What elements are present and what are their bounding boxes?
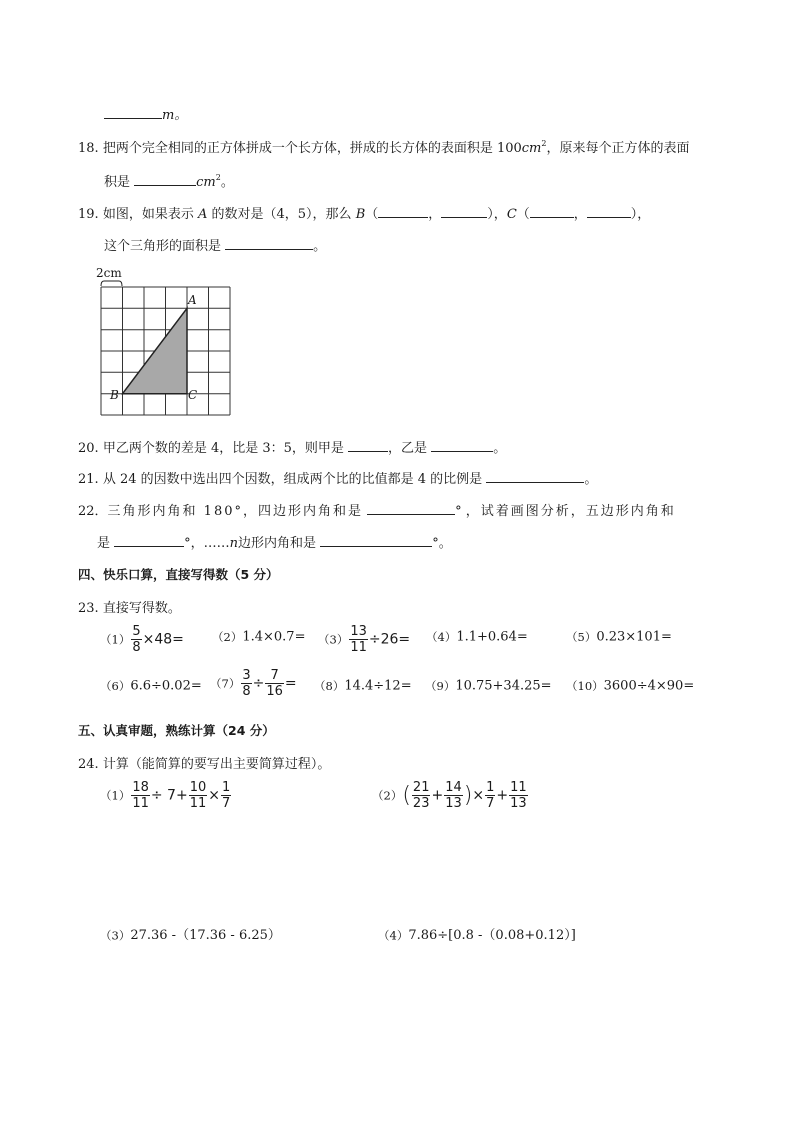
punctuation: °: [432, 536, 439, 551]
numerator: 21: [412, 780, 430, 795]
question-18-line2: [104, 171, 234, 190]
unit: cm: [521, 141, 542, 156]
numerator: 1: [486, 780, 495, 795]
fraction: [265, 668, 284, 699]
question-text: 如图，如果表示: [102, 207, 194, 222]
denominator: 8: [132, 640, 141, 655]
fraction: [131, 780, 150, 811]
question-text: ，试着画图分析，五边形内角和: [465, 504, 676, 519]
expression: 6.6÷0.02=: [130, 678, 202, 694]
operator: ÷: [252, 675, 265, 692]
question-text: 直接写得数。: [102, 601, 181, 616]
operator: ×: [208, 787, 220, 804]
question-text: 三角形内角和 180°，四边形内角和是: [107, 504, 363, 519]
fraction: [485, 780, 495, 811]
calc-problem-2: [372, 780, 529, 811]
question-text: ，……: [190, 536, 230, 551]
item-label: （3）: [318, 632, 349, 647]
fraction: [241, 668, 251, 699]
oral-item-7: [210, 668, 297, 699]
punctuation: ），: [487, 207, 507, 222]
answer-blank[interactable]: [134, 173, 196, 186]
point-a-label: A: [188, 293, 197, 307]
fraction: [349, 624, 368, 655]
numerator: 3: [242, 668, 251, 683]
variable: B: [355, 207, 366, 222]
question-text: 这个三角形的面积是: [104, 239, 222, 254]
numerator: 11: [510, 780, 527, 795]
item-label: （1）: [100, 632, 131, 647]
point-c-label: C: [188, 388, 198, 402]
variable: n: [229, 536, 239, 551]
question-18-line1: [78, 137, 690, 156]
item-label: （9）: [425, 679, 456, 693]
question-19-line1: [78, 203, 650, 222]
denominator: 7: [221, 796, 231, 811]
oral-item-9: [425, 678, 552, 694]
question-text: ，乙是: [388, 441, 428, 456]
item-label: （3）: [100, 928, 131, 943]
question-text: 计算（能简算的要写出主要简算过程）。: [102, 757, 331, 772]
punctuation: （: [516, 207, 530, 222]
point-b-label: B: [110, 388, 119, 402]
punctuation: 。: [438, 536, 452, 551]
numerator: 5: [132, 624, 141, 639]
question-19-line2: [104, 235, 326, 254]
question-text: 把两个完全相同的正方体拼成一个长方体，拼成的长方体的表面积是 100: [102, 141, 522, 156]
question-22-line2: [97, 532, 452, 551]
scale-label: 2cm: [96, 266, 122, 280]
expression: 1.1+0.64=: [456, 629, 528, 645]
superscript: 2: [215, 173, 221, 182]
oral-item-10: [566, 678, 694, 694]
numerator: 13: [350, 624, 367, 639]
punctuation: 。: [493, 441, 507, 456]
oral-item-2: [212, 629, 305, 645]
denominator: 23: [412, 796, 430, 811]
item-label: （2）: [212, 630, 243, 644]
calc-problem-3: [100, 924, 281, 944]
question-23-instruction: [78, 597, 181, 616]
punctuation: °: [184, 536, 191, 551]
paren: (: [402, 783, 411, 808]
operator: ÷ 7+: [150, 787, 188, 804]
operator: +: [496, 787, 509, 804]
question-number: 19.: [78, 207, 99, 222]
oral-item-5: [566, 629, 672, 645]
punctuation: 。: [220, 175, 234, 190]
fraction: [131, 624, 141, 655]
question-number: 22．: [78, 504, 108, 519]
variable: C: [506, 207, 517, 222]
punctuation: 。: [584, 472, 598, 487]
calc-problem-4: [378, 924, 576, 944]
expression: =: [284, 675, 297, 692]
operator: +: [431, 787, 444, 804]
answer-blank[interactable]: [104, 106, 162, 119]
question-number: 24.: [78, 757, 99, 772]
punctuation: 。: [313, 239, 327, 254]
punctuation: （: [365, 207, 379, 222]
fraction: [509, 780, 528, 811]
denominator: 13: [445, 796, 462, 811]
answer-blank[interactable]: [530, 205, 574, 218]
question-number: 21.: [78, 472, 99, 487]
unit: cm: [196, 175, 216, 190]
denominator: 13: [510, 796, 527, 811]
denominator: 11: [132, 796, 149, 811]
question-number: 23.: [78, 601, 99, 616]
item-label: （5）: [566, 630, 597, 644]
punctuation: ，: [573, 207, 587, 222]
question-number: 20.: [78, 441, 99, 456]
numerator: 1: [221, 780, 231, 795]
answer-blank[interactable]: [431, 439, 493, 452]
item-label: （4）: [378, 928, 409, 943]
question-text: 从 24 的因数中选出四个因数，组成两个比的比值都是 4 的比例是: [102, 472, 483, 487]
expression: 10.75+34.25=: [455, 678, 552, 694]
item-label: （1）: [100, 788, 131, 803]
question-text: 的数对是（4，5），那么: [211, 207, 352, 222]
expression: 1.4×0.7=: [242, 629, 306, 645]
oral-item-1: [100, 624, 184, 655]
question-number: 18.: [78, 141, 99, 156]
question-text: 积是: [104, 175, 131, 190]
question-22-line1: [78, 500, 676, 519]
fraction: [412, 780, 431, 811]
answer-blank[interactable]: [486, 470, 584, 483]
section-5-title: 五、认真审题，熟练计算（24 分）: [78, 723, 275, 738]
fraction: [221, 780, 231, 811]
question-20: [78, 437, 506, 456]
expression: 7.86÷[0.8 -（0.08+0.12）]: [408, 928, 576, 943]
denominator: 11: [350, 640, 367, 655]
item-label: （2）: [372, 788, 403, 803]
oral-item-3: [318, 624, 410, 655]
item-label: （4）: [426, 630, 457, 644]
answer-blank[interactable]: [320, 534, 432, 547]
expression: 3600÷4×90=: [603, 678, 695, 694]
denominator: 7: [486, 796, 495, 811]
answer-blank[interactable]: [587, 205, 631, 218]
section-4-title: 四、快乐口算，直接写得数（5 分）: [78, 567, 279, 582]
unit: m。: [162, 108, 188, 123]
paren: ): [463, 783, 473, 808]
question-text: 边形内角和是: [238, 536, 317, 551]
answer-blank[interactable]: [441, 205, 487, 218]
item-label: （8）: [314, 679, 345, 693]
answer-blank[interactable]: [367, 502, 455, 515]
expression: 27.36 -（17.36 - 6.25）: [130, 928, 281, 943]
oral-item-8: [314, 678, 412, 694]
line-top: [104, 104, 187, 123]
expression: 14.4÷12=: [344, 678, 412, 694]
oral-item-4: [426, 629, 528, 645]
answer-blank[interactable]: [348, 439, 388, 452]
denominator: 16: [266, 684, 283, 699]
oral-item-6: [100, 678, 202, 694]
grid-figure: [92, 264, 242, 424]
question-24-instruction: [78, 753, 330, 772]
fraction: [444, 780, 463, 811]
expression: ÷26=: [368, 631, 411, 648]
numerator: 7: [270, 668, 279, 683]
answer-blank[interactable]: [225, 237, 313, 250]
superscript: 2: [541, 139, 547, 148]
fraction: [189, 780, 208, 811]
punctuation: ），: [630, 207, 651, 222]
numerator: 18: [132, 780, 149, 795]
grid-figure-svg: [92, 264, 242, 424]
scale-brace: [101, 281, 122, 286]
item-label: （7）: [210, 676, 241, 691]
question-text: ，原来每个正方体的表面: [546, 141, 690, 156]
answer-blank[interactable]: [114, 534, 184, 547]
denominator: 8: [242, 684, 251, 699]
punctuation: ，: [428, 207, 442, 222]
question-21: [78, 468, 597, 487]
expression: ×48=: [142, 631, 184, 648]
item-label: （6）: [100, 679, 131, 693]
answer-blank[interactable]: [378, 205, 428, 218]
variable: A: [197, 207, 208, 222]
calc-problem-1: [100, 780, 232, 811]
numerator: 14: [445, 780, 462, 795]
expression: 0.23×101=: [596, 629, 672, 645]
item-label: （10）: [566, 679, 604, 693]
numerator: 10: [189, 780, 207, 795]
question-text: 是: [97, 536, 111, 551]
operator: ×: [472, 787, 485, 804]
question-text: 甲乙两个数的差是 4，比是 3：5，则甲是: [102, 441, 344, 456]
denominator: 11: [189, 796, 207, 811]
punctuation: °: [455, 504, 462, 519]
